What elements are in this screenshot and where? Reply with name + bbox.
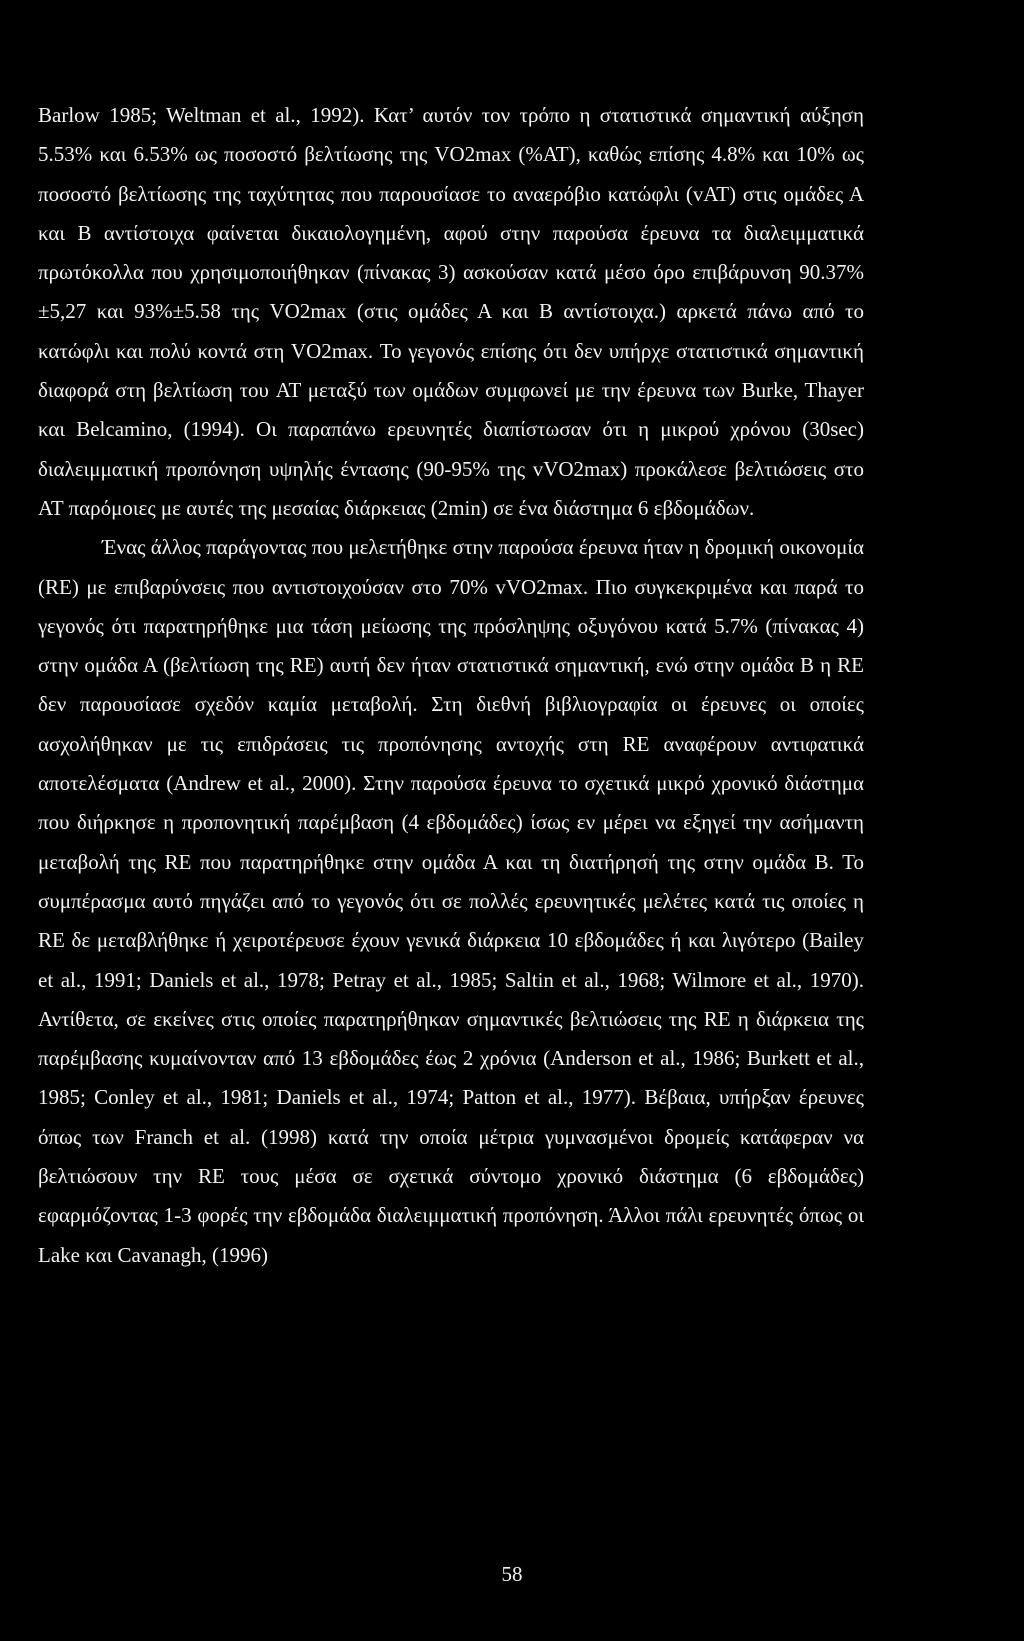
page-number: 58 <box>501 1562 523 1586</box>
paragraph-1: Barlow 1985; Weltman et al., 1992). Κατ’ αυτόν τον τρόπο η στατιστικά σημαντική αύξηση 5.53% και 6.53% ως ποσοστό βελτίωσης της VO2max (%AT), καθώς επίσης 4.8% και 10% ως ποσοστό βελτίωσης της ταχύτητας που παρουσίασε το αναερόβιο κατώφλι (vAT) στις ομάδες Α και Β αντίστοιχα φαίνεται δικαιολογημένη, αφού στην παρούσα έρευνα τα διαλειμματικά πρωτόκολλα που χρησιμοποιήθηκαν (πίνακας 3) ασκούσαν κατά μέσο όρο επιβάρυνση 90.37%±5,27 και 93%±5.58 της VO2max (στις ομάδες Α και Β αντίστοιχα.) αρκετά πάνω από το κατώφλι και πολύ κοντά στη VO2max. Το γεγονός επίσης ότι δεν υπήρχε στατιστικά σημαντική διαφορά στη βελτίωση του AT μεταξύ των ομάδων συμφωνεί με την έρευνα των Burke, Thayer και Belcamino, (1994). Οι παραπάνω ερευνητές διαπίστωσαν ότι η μικρού χρόνου (30sec) διαλειμματική προπόνηση υψηλής έντασης (90-95% της vVO2max) προκάλεσε βελτιώσεις στο AT παρόμοιες με αυτές της μεσαίας διάρκειας (2min) σε ένα διάστημα 6 εβδομάδων. <box>38 103 864 520</box>
paragraph-2: Ένας άλλος παράγοντας που μελετήθηκε στην παρούσα έρευνα ήταν η δρομική οικονομία (RE) με επιβαρύνσεις που αντιστοιχούσαν στο 70% vVO2max. Πιο συγκεκριμένα και παρά το γεγονός ότι παρατηρήθηκε μια τάση μείωσης της πρόσληψης οξυγόνου κατά 5.7% (πίνακας 4) στην ομάδα Α (βελτίωση της RE) αυτή δεν ήταν στατιστικά σημαντική, ενώ στην ομάδα Β η RE δεν παρουσίασε σχεδόν καμία μεταβολή. Στη διεθνή βιβλιογραφία οι έρευνες οι οποίες ασχολήθηκαν με τις επιδράσεις τις προπόνησης αντοχής στη RE αναφέρουν αντιφατικά αποτελέσματα (Andrew et al., 2000). Στην παρούσα έρευνα το σχετικά μικρό χρονικό διάστημα που διήρκησε η προπονητική παρέμβαση (4 εβδομάδες) ίσως εν μέρει να εξηγεί την ασήμαντη μεταβολή της RE που παρατηρήθηκε στην ομάδα Α και τη διατήρησή της στην ομάδα Β. Το συμπέρασμα αυτό πηγάζει από το γεγονός ότι σε πολλές ερευνητικές μελέτες κατά τις οποίες η RE δε μεταβλήθηκε ή χειροτέρευσε έχουν γενικά διάρκεια 10 εβδομάδες ή και λιγότερο (Bailey et al., 1991; Daniels et al., 1978; Petray et al., 1985; Saltin et al., 1968; Wilmore et al., 1970). Αντίθετα, σε εκείνες στις οποίες παρατηρήθηκαν σημαντικές βελτιώσεις της RE η διάρκεια της παρέμβασης κυμαίνονταν από 13 εβδομάδες έως 2 χρόνια (Anderson et al., 1986; Burkett et al., 1985; Conley et al., 1981; Daniels et al., 1974; Patton et al., 1977). Βέβαια, υπήρξαν έρευνες όπως των Franch et al. (1998) κατά την οποία μέτρια γυμνασμένοι δρομείς κατάφεραν να βελτιώσουν την RE τους μέσα σε σχετικά σύντομο χρονικό διάστημα (6 εβδομάδες) εφαρμόζοντας 1-3 φορές την εβδομάδα διαλειμματική προπόνηση. Άλλοι πάλι ερευνητές όπως οι Lake και Cavanagh, (1996) <box>38 535 864 1267</box>
document-body <box>38 96 864 1275</box>
